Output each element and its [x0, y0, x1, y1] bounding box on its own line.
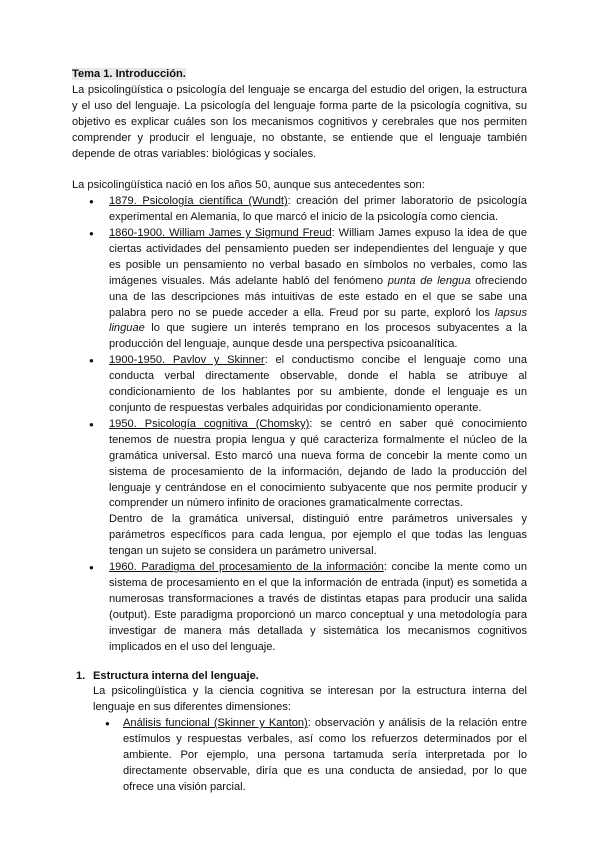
item-label: 1860-1900. William James y Sigmund Freud: [109, 227, 332, 240]
item-text: : observación y análisis de la relación entre estímulos y respuestas verbales, así como los refuerzos determinados por el ambiente. Por ejemplo, una persona tartamuda sería interpretada por lo directamente observable, diría que es una conducta de ansiedad, por lo que ofrece una visión parcial.: [123, 717, 527, 793]
item-emphasis: punta de lengua: [387, 274, 471, 287]
intro-paragraph: La psicolingüística o psicología del lenguaje se encarga del estudio del origen, la estructura y el uso del lenguaje. La psicología del lenguaje forma parte de la psicología cognitiva, su objetivo es explicar cuáles son los mecanismos cognitivos y cerebrales que nos permiten comprender y producir el lenguaje, no obstante, se entiende que el lenguaje también depende de otras variables: biológicas y sociales.: [72, 83, 527, 160]
list-item: [72, 194, 527, 226]
section-sublist: [72, 716, 527, 796]
section-title: Estructura interna del lenguaje.: [93, 669, 259, 682]
item-label: 1960. Paradigma del procesamiento de la información: [109, 561, 384, 574]
list-item: [72, 716, 527, 796]
section-number: 1.: [76, 669, 86, 682]
section-1: [72, 669, 527, 796]
list-item: [72, 226, 527, 353]
item-text: : el conductismo concibe el lenguaje como una conducta verbal directamente observable, donde el habla se atribuye al condicionamiento de los hablantes por su ambiente, donde el lenguaje es un conjunto de respuestas verbales adquiridas por condicionamiento operante.: [109, 354, 528, 415]
section-body: La psicolingüística y la ciencia cognitiva se interesan por la estructura interna del lenguaje en sus diferentes dimensiones:: [93, 685, 527, 714]
document-body: [72, 67, 527, 796]
antecedents-lead: La psicolingüística nació en los años 50, aunque sus antecedentes son:: [72, 179, 425, 192]
item-label: 1900-1950. Pavlov y Skinner: [109, 354, 265, 367]
item-text: : concibe la mente como un sistema de procesamiento en el que la información de entrada (input) es sometida a numerosas transformaciones a través de distintas etapas para producir una salida (output). Este paradigma proporcionó un marco conceptual y una metodología para investigar de manera más detallada y sistemática los mecanismos cognitivos implicados en el uso del lenguaje.: [109, 561, 527, 653]
item-label: Análisis funcional (Skinner y Kanton): [123, 717, 308, 730]
item-text: ofreciendo una de las descripciones más intuitivas de este estado en el que se sabe una palabra pero no se puede acceder a ella. Freud por su parte, exploró los: [109, 274, 528, 319]
section-heading: [72, 669, 527, 685]
list-item: [72, 353, 527, 417]
item-text: : William James expuso la idea de que ciertas actividades del pensamiento pueden ser independientes del lenguaje y que es posible un pensamiento no verbal basado en símbolos no verbales, como las imágenes visuales. Más adelante habló del fenómeno: [109, 227, 527, 287]
item-text: lo que sugiere un interés temprano en los procesos subyacentes a la producción del lenguaje, aunque desde una perspectiva psicoanalítica.: [109, 322, 527, 351]
item-label: 1879. Psicología científica (Wundt): [109, 195, 288, 208]
item-emphasis: lapsus linguae: [109, 306, 527, 335]
spacer: [72, 162, 527, 178]
list-item: [72, 560, 527, 655]
item-extra-paragraph: Dentro de la gramática universal, distinguió entre parámetros universales y parámetros específicos para cada lengua, por ejemplo el que todas las lenguas tengan un sujeto se considera un parámetro universal.: [109, 513, 527, 558]
item-text: : creación del primer laboratorio de psicología experimental en Alemania, lo que marcó el inicio de la psicología como ciencia.: [109, 195, 527, 224]
item-label: 1950. Psicología cognitiva (Chomsky): [109, 417, 310, 430]
item-text: : se centró en saber qué conocimiento tenemos de nuestra propia lengua y qué caracteriza formalmente el núcleo de la gramática universal. Esto marcó una nueva forma de concebir la mente como un sistema de procesamiento de la información, dejando de lado la producción del lenguaje y centrándose en el conocimiento subyacente que nos permite producir y comprender un número infinito de oraciones gramaticalmente correctas.: [109, 417, 527, 510]
list-item: [72, 417, 527, 560]
antecedents-list: [72, 194, 527, 655]
page-title: Tema 1. Introducción.: [72, 68, 186, 80]
